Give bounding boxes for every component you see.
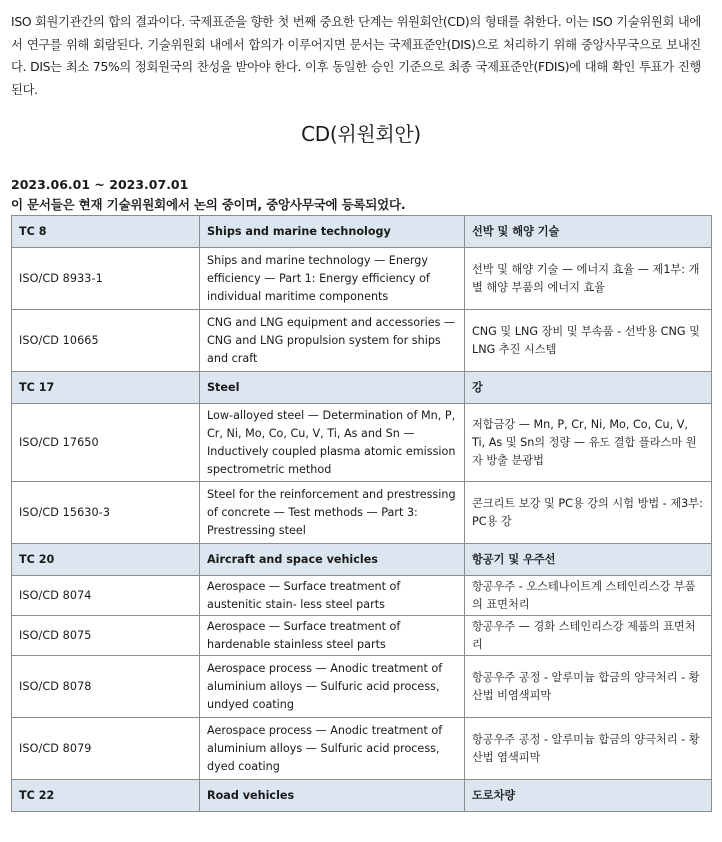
intro-paragraph: ISO 회원기관간의 합의 결과이다. 국제표준을 향한 첫 번째 중요한 단계는 위원회안(CD)의 형태를 취한다. 이는 ISO 기술위원회 내에서 연구를 위해 회람된다. 기술위원회 내에서 합의가 이루어지면 문서는 국제표준안(DIS)으로 처리하기 위해 중앙사무국으로 보내진다. DIS는 최소 75%의 정회원국의 찬성을 받아야 한다. 이후 동일한 승인 기준으로 최종 국제표준안(FDIS)에 대해 확인 투표가 진행된다. <box>11 15 701 97</box>
tc-title-en: Aircraft and space vehicles <box>200 544 465 576</box>
standard-title-en: Aerospace — Surface treatment of hardenable stainless steel parts <box>200 616 465 656</box>
standard-code: ISO/CD 8074 <box>12 576 200 616</box>
standard-title-en: Ships and marine technology — Energy efficiency — Part 1: Energy efficiency of individual maritime components <box>200 248 465 310</box>
table-row <box>12 718 712 780</box>
table-row <box>12 482 712 544</box>
standard-title-ko: 항공우주 공정 - 알루미늄 합금의 양극처리 - 황산법 비염색피막 <box>465 656 712 718</box>
tc-header-row <box>12 372 712 404</box>
tc-code: TC 8 <box>12 216 200 248</box>
table-row <box>12 576 712 616</box>
table-row <box>12 656 712 718</box>
standard-title-en: Aerospace — Surface treatment of austenitic stain- less steel parts <box>200 576 465 616</box>
standard-title-ko: CNG 및 LNG 장비 및 부속품 - 선박용 CNG 및 LNG 추진 시스템 <box>465 310 712 372</box>
tc-title-en: Ships and marine technology <box>200 216 465 248</box>
tc-header-row <box>12 544 712 576</box>
tc-code: TC 22 <box>12 780 200 812</box>
tc-code: TC 20 <box>12 544 200 576</box>
standard-title-ko: 콘크리트 보강 및 PC용 강의 시험 방법 - 제3부: PC용 강 <box>465 482 712 544</box>
standard-title-en: Low-alloyed steel — Determination of Mn, P, Cr, Ni, Mo, Co, Cu, V, Ti, As and Sn — Inductively coupled plasma atomic emission spectrometric method <box>200 404 465 482</box>
tc-title-ko: 강 <box>465 372 712 404</box>
standard-code: ISO/CD 8933-1 <box>12 248 200 310</box>
table-row <box>12 616 712 656</box>
standard-code: ISO/CD 8078 <box>12 656 200 718</box>
standard-title-en: Aerospace process — Anodic treatment of aluminium alloys — Sulfuric acid process, undyed coating <box>200 656 465 718</box>
tc-title-ko: 도로차량 <box>465 780 712 812</box>
standard-title-en: Steel for the reinforcement and prestressing of concrete — Test methods — Part 3: Prestressing steel <box>200 482 465 544</box>
registration-note: 이 문서들은 현재 기술위원회에서 논의 중이며, 중앙사무국에 등록되었다. <box>11 197 406 212</box>
table-row <box>12 310 712 372</box>
page-title: CD(위원회안) <box>301 122 421 146</box>
standard-code: ISO/CD 17650 <box>12 404 200 482</box>
table-row <box>12 404 712 482</box>
tc-title-en: Steel <box>200 372 465 404</box>
standard-title-en: CNG and LNG equipment and accessories — CNG and LNG propulsion system for ships and craft <box>200 310 465 372</box>
standard-code: ISO/CD 15630-3 <box>12 482 200 544</box>
tc-title-ko: 항공기 및 우주선 <box>465 544 712 576</box>
tc-header-row <box>12 780 712 812</box>
tc-code: TC 17 <box>12 372 200 404</box>
standard-code: ISO/CD 8079 <box>12 718 200 780</box>
standard-title-en: Aerospace process — Anodic treatment of aluminium alloys — Sulfuric acid process, dyed coating <box>200 718 465 780</box>
standard-code: ISO/CD 8075 <box>12 616 200 656</box>
standards-table <box>11 215 712 812</box>
standard-title-ko: 항공우주 공정 - 알루미늄 합금의 양극처리 - 황산법 염색피막 <box>465 718 712 780</box>
standard-title-ko: 저합금강 — Mn, P, Cr, Ni, Mo, Co, Cu, V, Ti, As 및 Sn의 정량 — 유도 결합 플라스마 원자 방출 분광법 <box>465 404 712 482</box>
table-row <box>12 248 712 310</box>
tc-header-row <box>12 216 712 248</box>
standard-code: ISO/CD 10665 <box>12 310 200 372</box>
tc-title-ko: 선박 및 해양 기술 <box>465 216 712 248</box>
standard-title-ko: 선박 및 해양 기술 — 에너지 효율 — 제1부: 개별 해양 부품의 에너지 효율 <box>465 248 712 310</box>
tc-title-en: Road vehicles <box>200 780 465 812</box>
standard-title-ko: 항공우주 - 오스테나이트계 스테인리스강 부품의 표면처리 <box>465 576 712 616</box>
standard-title-ko: 항공우주 — 경화 스테인리스강 제품의 표면처리 <box>465 616 712 656</box>
date-range: 2023.06.01 ~ 2023.07.01 <box>11 177 189 192</box>
